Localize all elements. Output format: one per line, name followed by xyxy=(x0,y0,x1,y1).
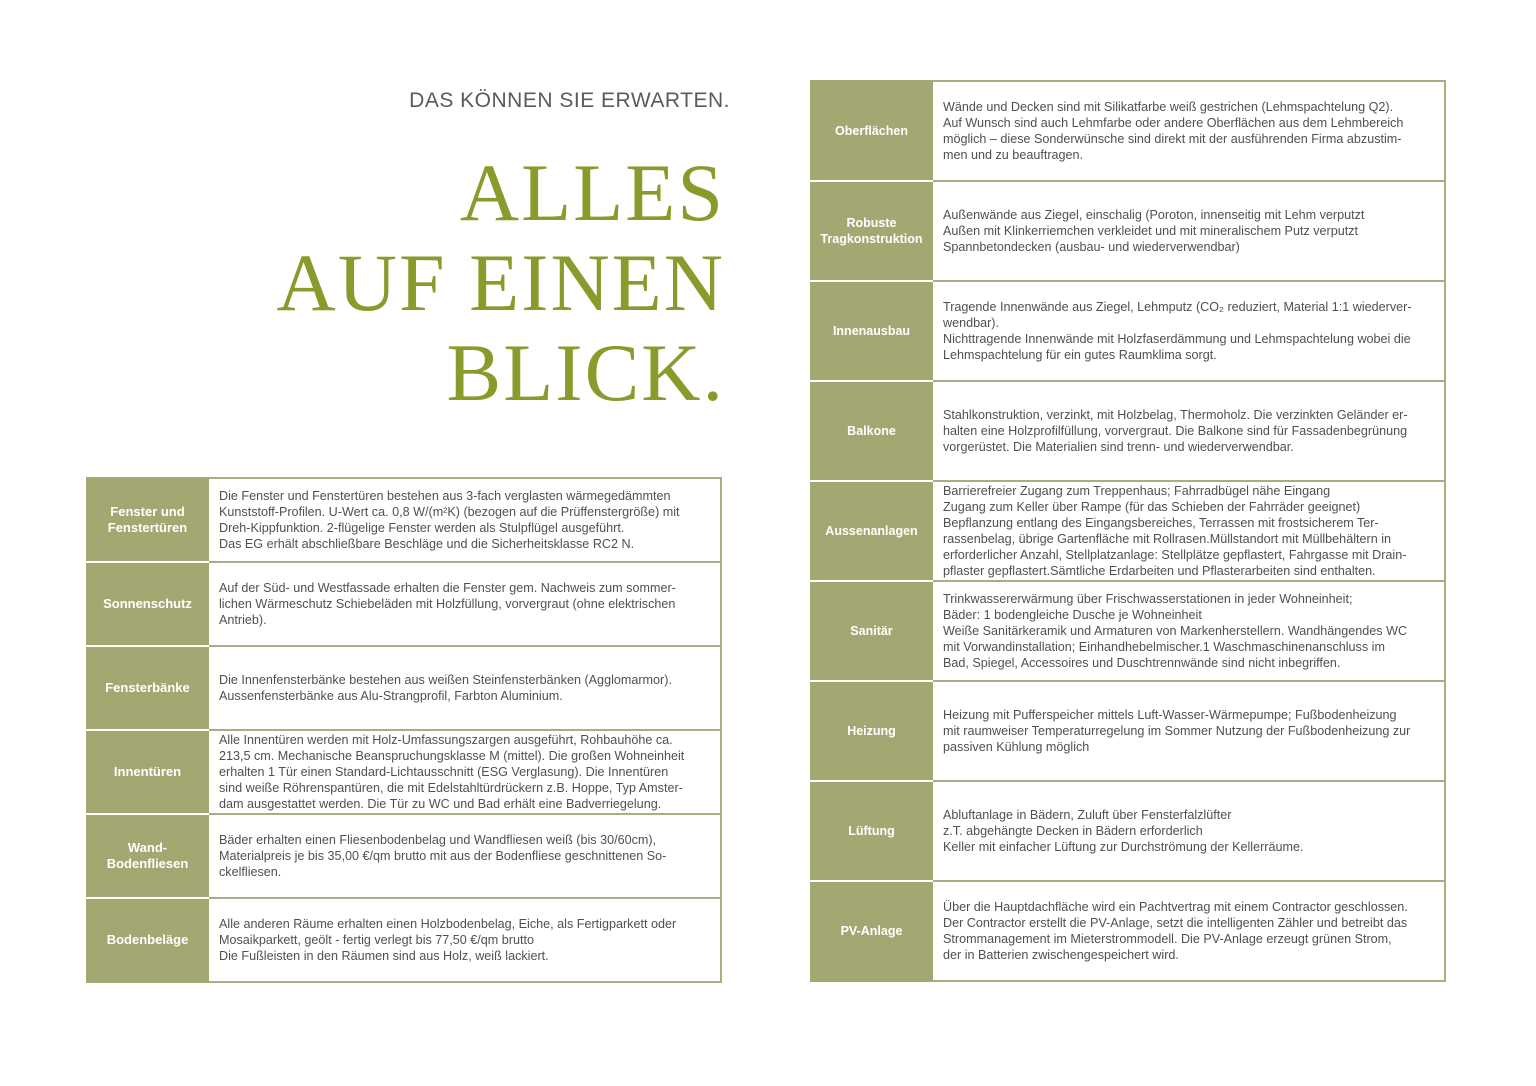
row-description: Wände und Decken sind mit Silikatfarbe weiß gestrichen (Lehmspachtelung Q2). Auf Wunsch sind auch Lehmfarbe oder andere Oberflächen aus dem Lehmbereich möglich – diese Sonderwünsche sind direkt mit der ausführenden Firma abzustim- men und zu beauftragen. xyxy=(932,81,1445,181)
row-description: Abluftanlage in Bädern, Zuluft über Fensterfalzlüfter z.T. abgehängte Decken in Bädern erforderlich Keller mit einfacher Lüftung zur Durchströmung der Kellerräume. xyxy=(932,781,1445,881)
table-row xyxy=(87,898,721,982)
row-description: Alle Innentüren werden mit Holz-Umfassungszargen ausgeführt, Rohbauhöhe ca. 213,5 cm. Mechanische Beanspruchungsklasse M (mittel). Die großen Wohneinheit erhalten 1 Tür einen Standard-Lichtausschnitt (ESG Verglasung). Die Innentüren sind weiße Röhrenspantüren, die mit Edelstahltürdrückern z.B. Hoppe, Typ Amster- dam ausgestattet werden. Die Tür zu WC und Bad erhält eine Badverriegelung. xyxy=(208,730,721,814)
row-label xyxy=(87,646,208,730)
row-label-text: Innentüren xyxy=(113,764,182,779)
row-description: Barrierefreier Zugang zum Treppenhaus; Fahrradbügel nähe Eingang Zugang zum Keller über Rampe (für das Schieben der Fahrräder geeignet) Bepflanzung entlang des Eingangsbereiches, Terrassen mit frostsicherem Ter- rassenbelag, übrige Gartenfläche mit Rollrasen.Müllstandort mit Müllbehältern in erforderlicher Anzahl, Stellplatzanlage: Stellplätze gepflastert, Fahrgasse mit Drain- pflaster gepflastert.Sämtliche Erdarbeiten und Pflasterarbeiten sind enthalten. xyxy=(932,481,1445,581)
table-row xyxy=(87,478,721,562)
row-label-text: PV-Anlage xyxy=(840,924,903,938)
row-label-text: Wand- Bodenfliesen xyxy=(106,840,189,871)
row-description: Die Fenster und Fenstertüren bestehen aus 3-fach verglasten wärmegedämmten Kunststoff-Profilen. U-Wert ca. 0,8 W/(m²K) (bezogen auf die Prüffenstergröße) mit Dreh-Kippfunktion. 2-flügelige Fenster werden als Stulpflügel ausgeführt. Das EG erhält abschließbare Beschläge und die Sicherheitsklasse RC2 N. xyxy=(208,478,721,562)
row-label xyxy=(811,781,932,881)
spec-table-left xyxy=(86,477,722,983)
row-label xyxy=(811,881,932,981)
row-description: Alle anderen Räume erhalten einen Holzbodenbelag, Eiche, als Fertigparkett oder Mosaikparkett, geölt - fertig verlegt bis 77,50 €/qm brutto Die Fußleisten in den Räumen sind aus Holz, weiß lackiert. xyxy=(208,898,721,982)
row-label-text: Fensterbänke xyxy=(105,680,190,695)
page-subtitle: DAS KÖNNEN SIE ERWARTEN. xyxy=(409,89,730,112)
row-label xyxy=(811,81,932,181)
row-description: Tragende Innenwände aus Ziegel, Lehmputz (CO₂ reduziert, Material 1:1 wiederver- wendbar). Nichttragende Innenwände mit Holzfaserdämmung und Lehmspachtelung wobei die Lehmspachtelung für ein gutes Raumklima sorgt. xyxy=(932,281,1445,381)
row-label xyxy=(811,181,932,281)
spec-table-right xyxy=(810,80,1446,982)
row-description: Die Innenfensterbänke bestehen aus weißen Steinfensterbänken (Agglomarmor). Aussenfensterbänke aus Alu-Strangprofil, Farbton Aluminium. xyxy=(208,646,721,730)
row-label-text: Robuste Tragkonstruktion xyxy=(820,216,923,246)
row-label-text: Innenausbau xyxy=(832,324,911,338)
row-label xyxy=(87,730,208,814)
table-row xyxy=(87,730,721,814)
row-label-text: Lüftung xyxy=(848,824,895,838)
table-row xyxy=(811,481,1445,581)
table-row xyxy=(811,381,1445,481)
row-description: Über die Hauptdachfläche wird ein Pachtvertrag mit einem Contractor geschlossen. Der Contractor erstellt die PV-Anlage, setzt die intelligenten Zähler und betreibt das Strommanagement im Mieterstrommodell. Die PV-Anlage erzeugt grünen Strom, der in Batterien zwischengespeichert wird. xyxy=(932,881,1445,981)
table-row xyxy=(811,81,1445,181)
table-row xyxy=(87,814,721,898)
row-description: Bäder erhalten einen Fliesenbodenbelag und Wandfliesen weiß (bis 30/60cm), Materialpreis je bis 35,00 €/qm brutto mit aus der Bodenfliese geschnittenen So- ckelfliesen. xyxy=(208,814,721,898)
row-label xyxy=(87,478,208,562)
table-row xyxy=(811,181,1445,281)
table-row xyxy=(811,781,1445,881)
table-row xyxy=(811,281,1445,381)
row-label xyxy=(87,898,208,982)
row-label xyxy=(811,481,932,581)
headline-line-1: ALLES xyxy=(459,147,725,238)
row-label-text: Fenster und Fenstertüren xyxy=(107,504,188,535)
row-label-text: Oberflächen xyxy=(835,124,908,138)
headline-line-2: AUF EINEN xyxy=(276,237,725,328)
row-description: Trinkwassererwärmung über Frischwasserstationen in jeder Wohneinheit; Bäder: 1 bodengleiche Dusche je Wohneinheit Weiße Sanitärkeramik und Armaturen von Markenherstellern. Wandhängendes WC mit Vorwandinstallation; Einhandhebelmischer.1 Waschmaschinenanschluss im Bad, Spiegel, Accessoires und Duschtrennwände sind nicht inbegriffen. xyxy=(932,581,1445,681)
table-row xyxy=(811,881,1445,981)
row-label-text: Heizung xyxy=(847,724,896,738)
row-label xyxy=(811,581,932,681)
headline-line-3: BLICK. xyxy=(446,327,725,418)
row-label xyxy=(87,814,208,898)
table-row xyxy=(87,562,721,646)
row-description: Auf der Süd- und Westfassade erhalten die Fenster gem. Nachweis zum sommer- lichen Wärmeschutz Schiebeläden mit Holzfüllung, vorvergraut (ohne elektrischen Antrieb). xyxy=(208,562,721,646)
row-label xyxy=(811,381,932,481)
row-label-text: Sanitär xyxy=(850,624,893,638)
row-description: Außenwände aus Ziegel, einschalig (Poroton, innenseitig mit Lehm verputzt Außen mit Klinkerriemchen verkleidet und mit mineralischem Putz verputzt Spannbetondecken (ausbau- und wiederverwendbar) xyxy=(932,181,1445,281)
page-headline xyxy=(200,148,725,418)
row-description: Heizung mit Pufferspeicher mittels Luft-Wasser-Wärmepumpe; Fußbodenheizung mit raumweiser Temperaturregelung im Sommer Nutzung der Fußbodenheizung zur passiven Kühlung möglich xyxy=(932,681,1445,781)
row-label xyxy=(811,281,932,381)
table-row xyxy=(811,581,1445,681)
row-label-text: Bodenbeläge xyxy=(106,932,189,947)
row-label xyxy=(811,681,932,781)
row-label-text: Sonnenschutz xyxy=(103,596,192,611)
table-row xyxy=(811,681,1445,781)
row-label xyxy=(87,562,208,646)
row-label-text: Balkone xyxy=(847,424,896,438)
row-label-text: Aussenanlagen xyxy=(825,524,918,538)
row-description: Stahlkonstruktion, verzinkt, mit Holzbelag, Thermoholz. Die verzinkten Geländer er- halten eine Holzprofilfüllung, vorvergraut. Die Balkone sind für Fassadenbegrünung vorgerüstet. Die Materialien sind trenn- und wiederverwendbar. xyxy=(932,381,1445,481)
table-row xyxy=(87,646,721,730)
